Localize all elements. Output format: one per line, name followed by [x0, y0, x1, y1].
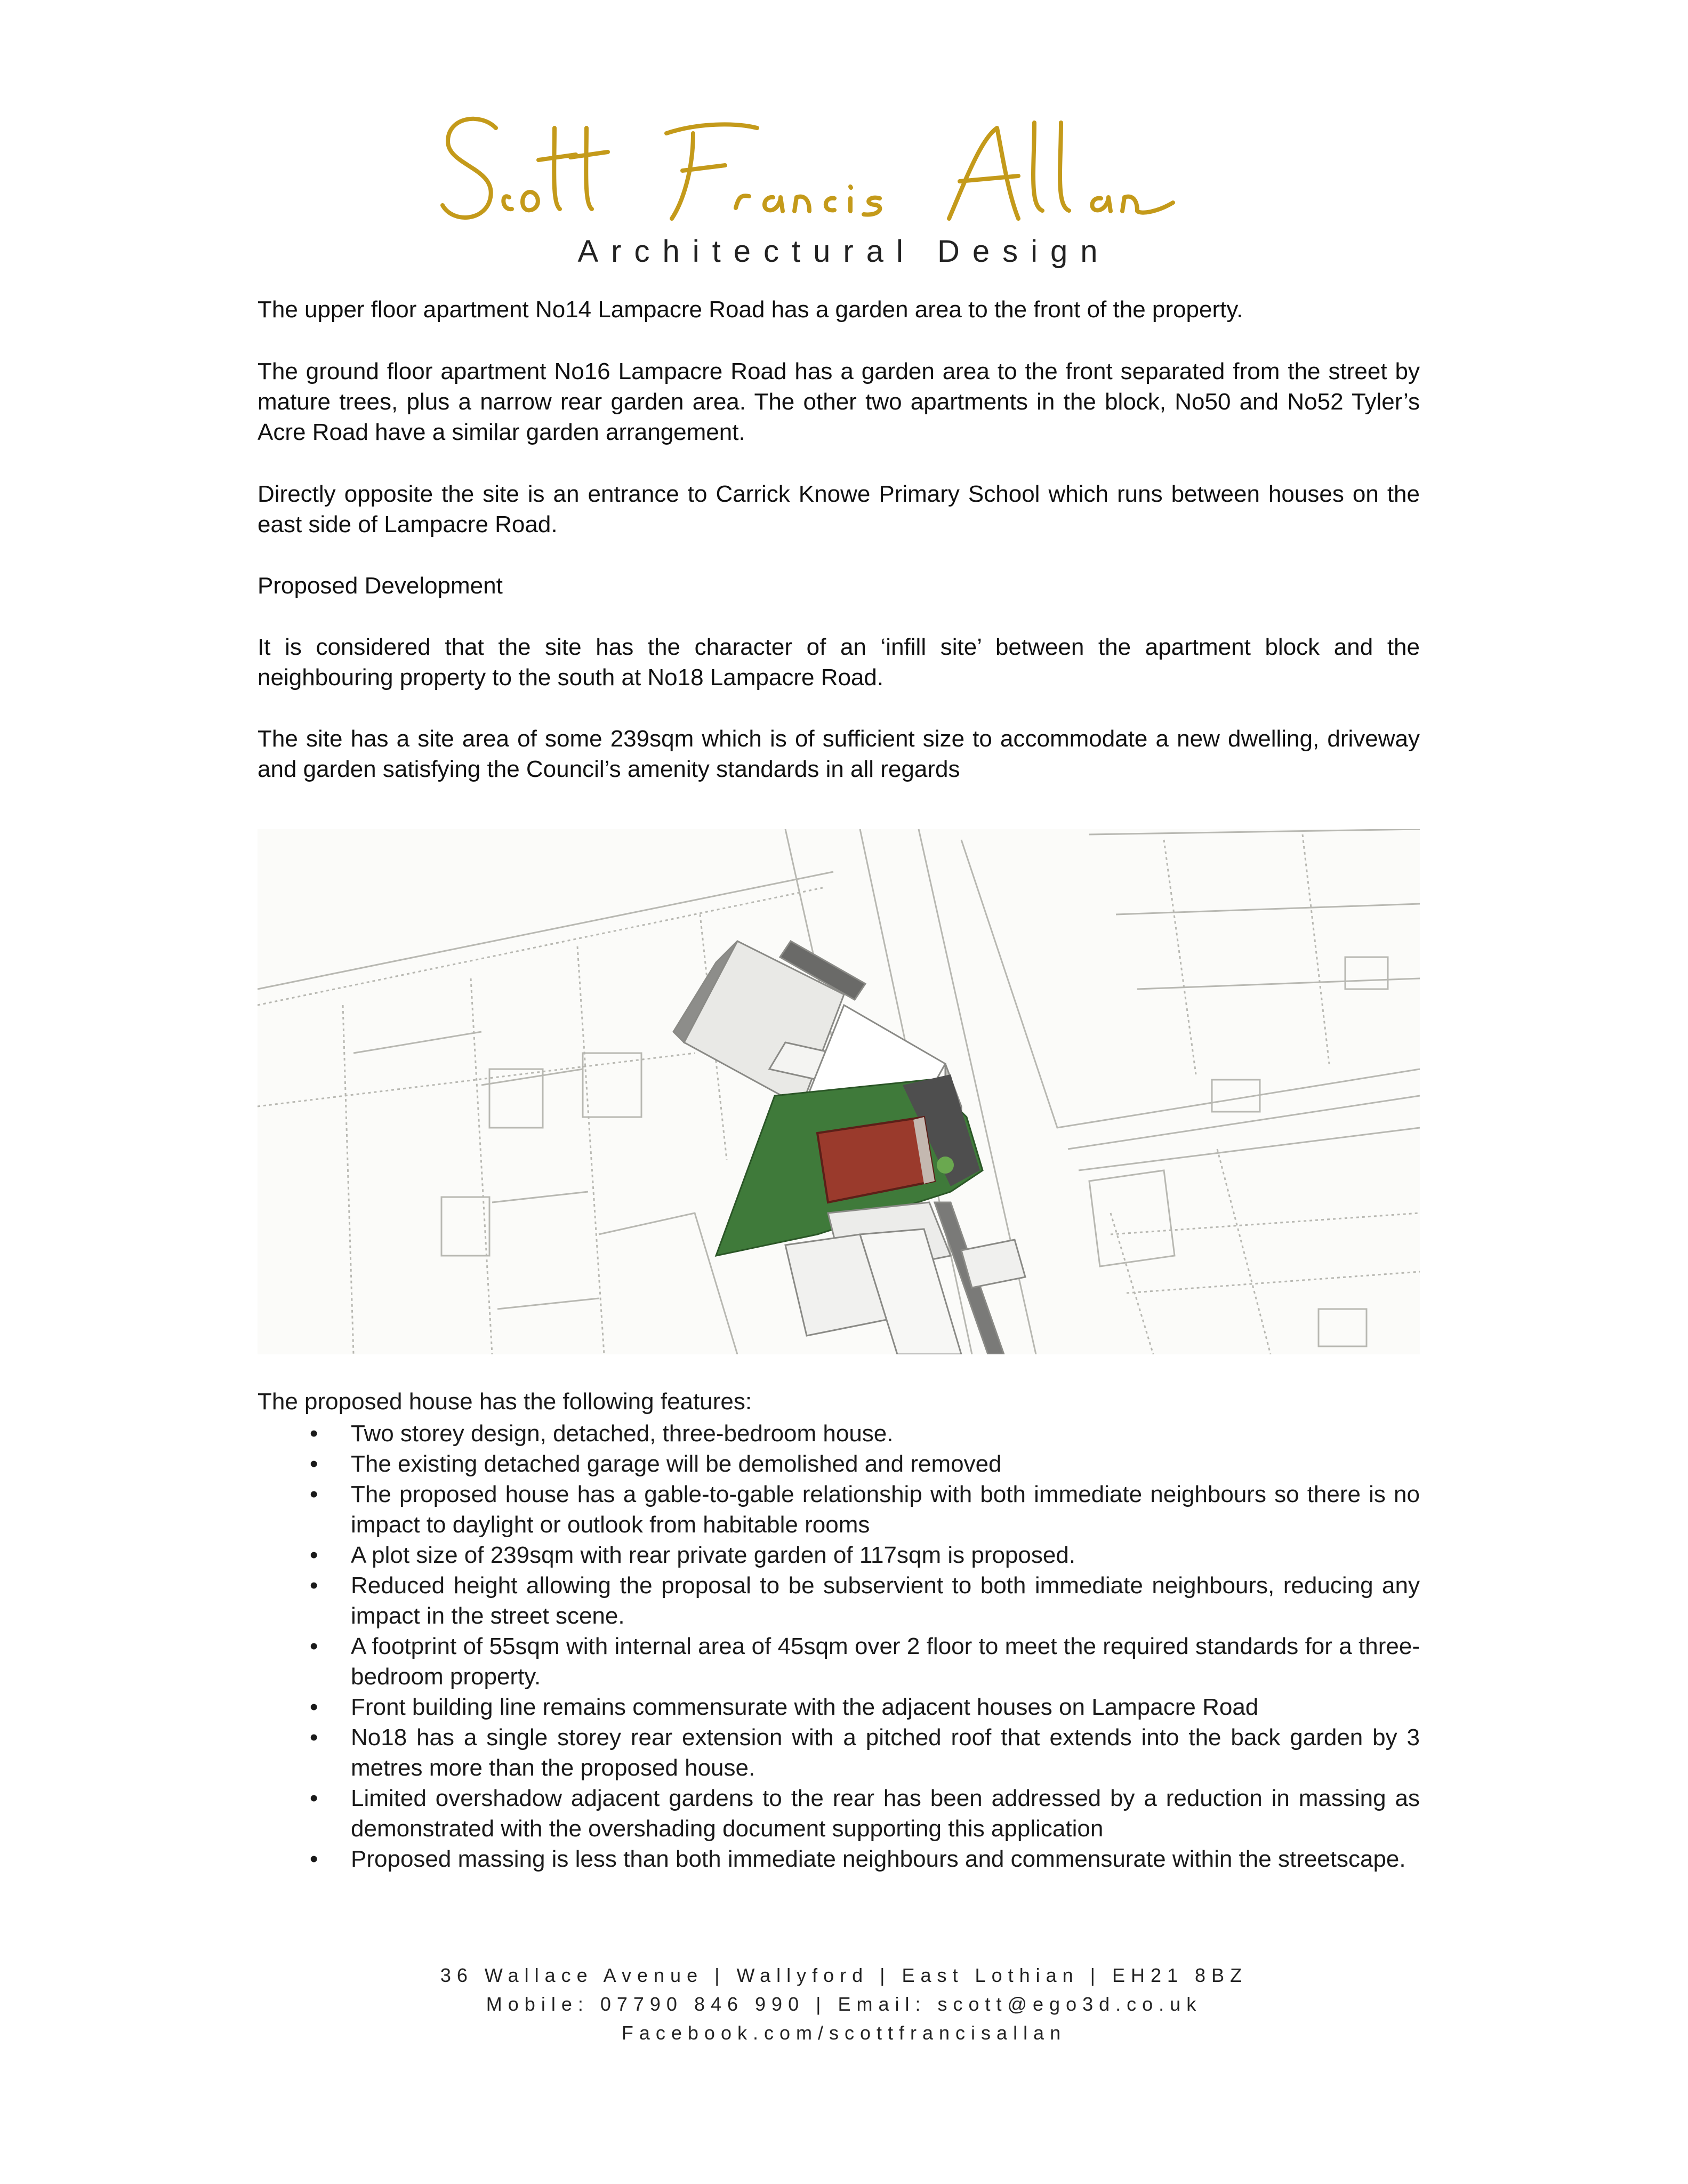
- footer-contact: Mobile: 07790 846 990 | Email: scott@ego3d.co.uk: [486, 1993, 1202, 2015]
- footer-facebook-link[interactable]: Facebook.com/scottfrancisallan: [621, 2022, 1067, 2044]
- paragraph-ground-floor: The ground floor apartment No16 Lampacre Road has a garden area to the front separated from the street by mature trees, plus a narrow rear garden area. The other two apartments in the block, No50 and No52 Tyler’s Acre Road have a similar garden arrangement.: [258, 358, 1420, 445]
- list-item: • Two storey design, detached, three-bedroom house.: [258, 1418, 1420, 1449]
- paragraph-site-area: The site has a site area of some 239sqm which is of sufficient size to accommodate a new dwelling, driveway and garden satisfying the Council’s amenity standards in all regards: [258, 726, 1420, 782]
- section-heading: Proposed Development: [258, 573, 503, 599]
- list-item: • The existing detached garage will be demolished and removed: [258, 1449, 1420, 1479]
- list-item: • Reduced height allowing the proposal to be subservient to both immediate neighbours, reducing any impact in the street scene.: [258, 1570, 1420, 1631]
- site-plan-image: [258, 829, 1420, 1354]
- paragraph-opposite-site: Directly opposite the site is an entrance to Carrick Knowe Primary School which runs between houses on the east side of Lampacre Road.: [258, 481, 1420, 537]
- logo-subtitle: Architectural Design: [577, 234, 1111, 269]
- list-item: • A plot size of 239sqm with rear private garden of 117sqm is proposed.: [258, 1540, 1420, 1570]
- list-item: • No18 has a single storey rear extension with a pitched roof that extends into the back garden by 3 metres more than the proposed house.: [258, 1722, 1420, 1783]
- paragraph-infill-site: It is considered that the site has the character of an ‘infill site’ between the apartment block and the neighbouring property to the south at No18 Lampacre Road.: [258, 634, 1420, 690]
- list-item: • The proposed house has a gable-to-gable relationship with both immediate neighbours so there is no impact to daylight or outlook from habitable rooms: [258, 1479, 1420, 1540]
- features-intro: The proposed house has the following features:: [258, 1388, 752, 1415]
- list-item: • Front building line remains commensurate with the adjacent houses on Lampacre Road: [258, 1692, 1420, 1722]
- list-item: • Proposed massing is less than both immediate neighbours and commensurate within the streetscape.: [258, 1844, 1420, 1874]
- site-plan-drawing: [258, 829, 1420, 1354]
- logo-wordmark: [416, 91, 1269, 240]
- list-item: • Limited overshadow adjacent gardens to the rear has been addressed by a reduction in massing as demonstrated with the overshading document supporting this application: [258, 1783, 1420, 1844]
- features-list: [258, 1418, 1420, 1874]
- footer-address: 36 Wallace Avenue | Wallyford | East Lothian | EH21 8BZ: [440, 1964, 1248, 1986]
- list-item: • A footprint of 55sqm with internal area of 45sqm over 2 floor to meet the required standards for a three-bedroom property.: [258, 1631, 1420, 1692]
- paragraph-upper-floor: The upper floor apartment No14 Lampacre Road has a garden area to the front of the property.: [258, 296, 1243, 323]
